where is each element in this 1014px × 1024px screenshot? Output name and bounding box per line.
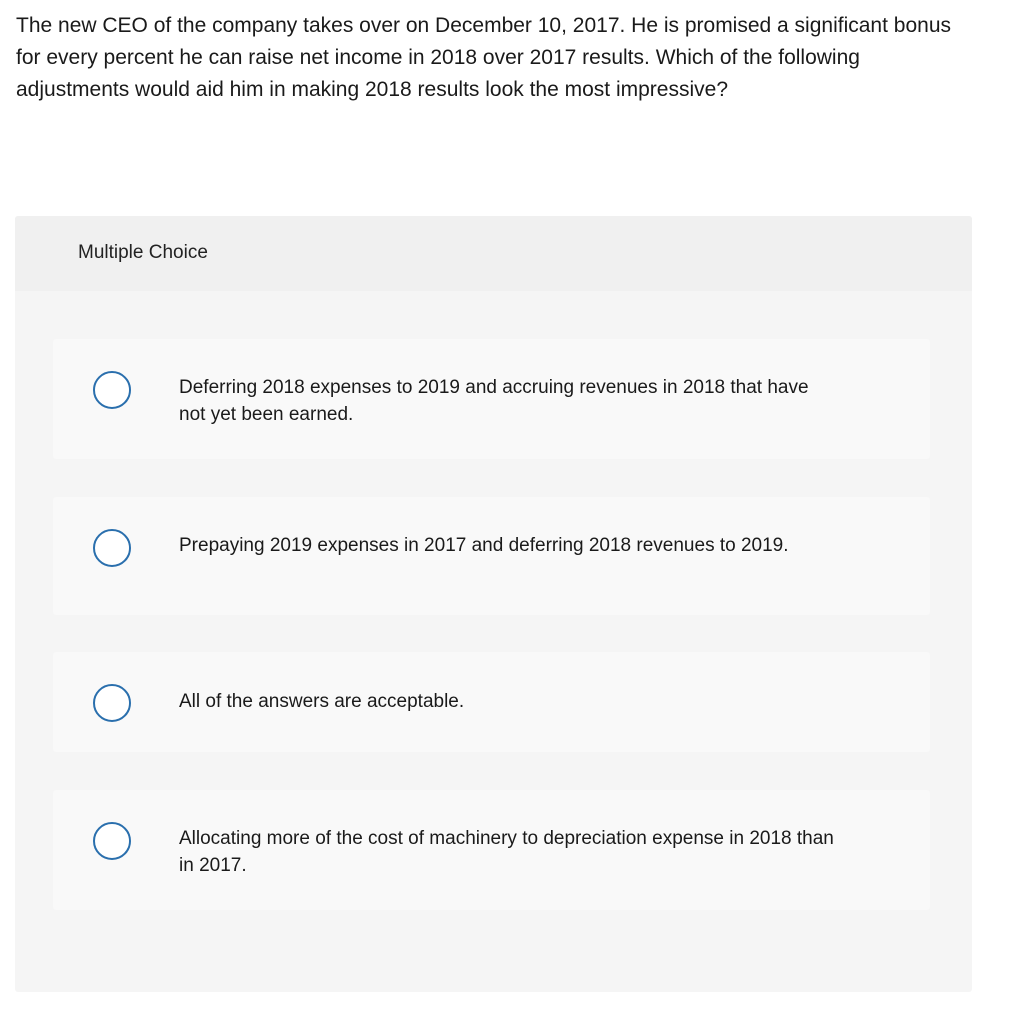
- multiple-choice-header: [15, 216, 972, 291]
- radio-button-icon[interactable]: [93, 371, 131, 409]
- answer-option-3[interactable]: [53, 652, 930, 752]
- answer-option-2[interactable]: [53, 497, 930, 615]
- answer-option-label: Allocating more of the cost of machinery to depreciation expense in 2018 than in 2017.: [179, 828, 834, 876]
- multiple-choice-panel: [15, 216, 972, 992]
- radio-button-icon[interactable]: [93, 822, 131, 860]
- answer-option-label: All of the answers are acceptable.: [179, 691, 465, 712]
- answer-option-4[interactable]: [53, 790, 930, 910]
- answer-option-label: Deferring 2018 expenses to 2019 and accruing revenues in 2018 that have not yet been earned.: [179, 377, 809, 425]
- question-text: The new CEO of the company takes over on December 10, 2017. He is promised a significant bonus for every percent he can raise net income in 2018 over 2017 results. Which of the following adjustments would aid him in making 2018 results look the most impressive?: [16, 14, 951, 101]
- answer-option-label: Prepaying 2019 expenses in 2017 and deferring 2018 revenues to 2019.: [179, 535, 789, 556]
- radio-button-icon[interactable]: [93, 529, 131, 567]
- radio-button-icon[interactable]: [93, 684, 131, 722]
- answer-option-1[interactable]: [53, 339, 930, 459]
- multiple-choice-label: Multiple Choice: [78, 242, 208, 263]
